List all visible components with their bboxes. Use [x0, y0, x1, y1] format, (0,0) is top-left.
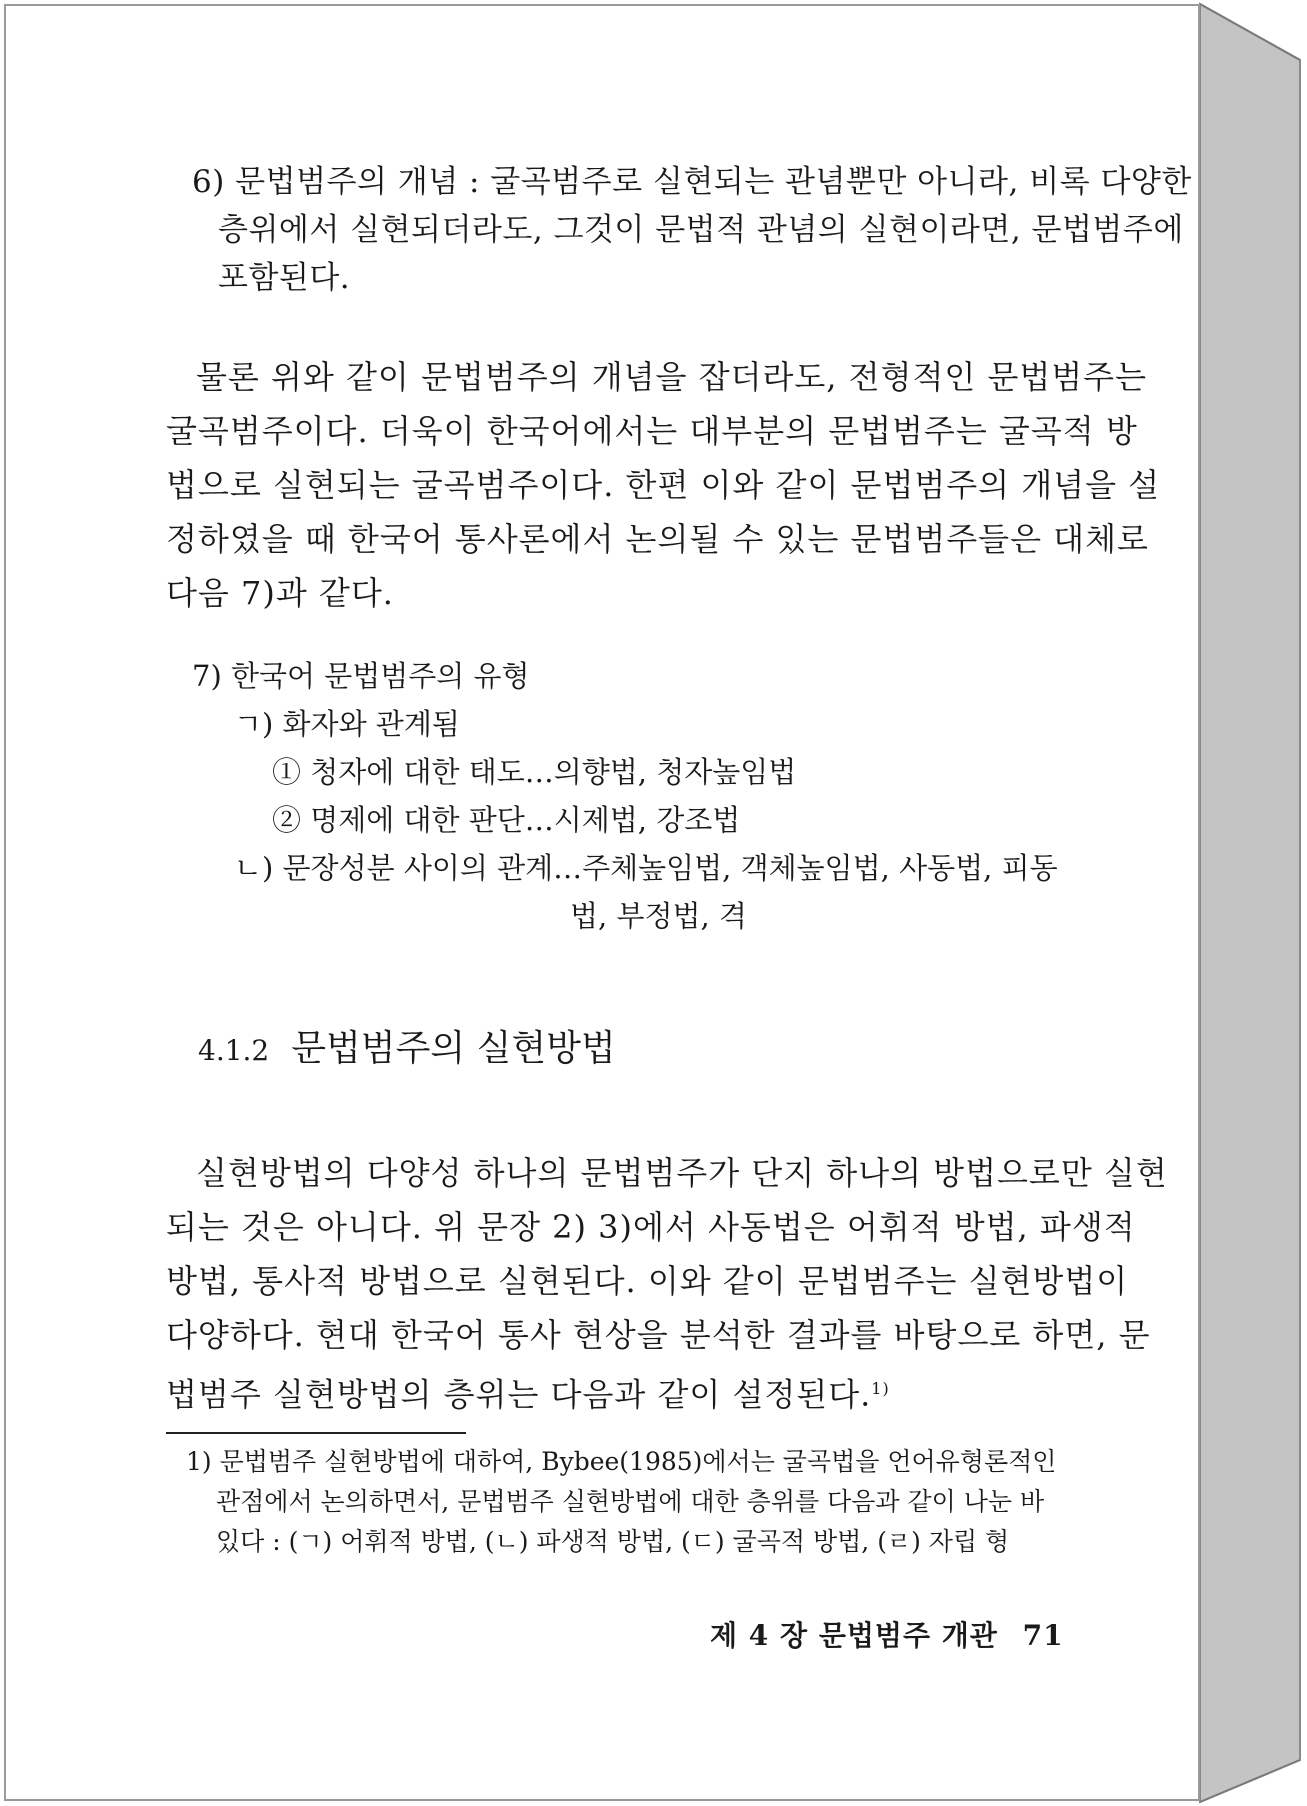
- footnote-line-2: 관점에서 논의하면서, 문법범주 실현방법에 대한 층위를 다음과 같이 나눈 바: [216, 1487, 1045, 1516]
- item-7-a: ㄱ) 화자와 관계됨: [234, 707, 460, 741]
- item-7-a2: ② 명제에 대한 판단…시제법, 강조법: [272, 803, 741, 837]
- paragraph-1-line-3: 법으로 실현되는 굴곡범주이다. 한편 이와 같이 문법범주의 개념을 설: [166, 466, 1161, 504]
- footnote-rule: [166, 1432, 466, 1434]
- item-7-b: ㄴ) 문장성분 사이의 관계…주체높임법, 객체높임법, 사동법, 피동: [234, 851, 1058, 885]
- paragraph-2-line-5-text: 법범주 실현방법의 층위는 다음과 같이 설정된다.: [166, 1375, 872, 1414]
- paragraph-1-line-5: 다음 7)과 같다.: [166, 574, 394, 612]
- section-title: 문법범주의 실현방법: [291, 1028, 616, 1069]
- item-7-b-cont: 법, 부정법, 격: [570, 899, 747, 933]
- paragraph-2: [166, 1146, 1168, 1422]
- section-number: 4.1.2: [198, 1034, 270, 1067]
- paragraph-2-line-1: 실현방법의 다양성 하나의 문법범주가 단지 하나의 방법으로만 실현: [196, 1154, 1168, 1192]
- item-6: [192, 158, 1192, 302]
- footnote-line-1: 1) 문법범주 실현방법에 대하여, Bybee(1985)에서는 굴곡법을 언어유형론적인: [186, 1447, 1057, 1476]
- paragraph-2-line-3: 방법, 통사적 방법으로 실현된다. 이와 같이 문법범주는 실현방법이: [166, 1262, 1129, 1300]
- chapter-title: 제 4 장 문법범주 개관: [710, 1619, 998, 1652]
- item-6-line-2: 층위에서 실현되더라도, 그것이 문법적 관념의 실현이라면, 문법범주에: [218, 212, 1184, 248]
- section-heading: [198, 1025, 616, 1075]
- footnote: [186, 1442, 1056, 1562]
- paragraph-2-line-4: 다양하다. 현대 한국어 통사 현상을 분석한 결과를 바탕으로 하면, 문: [166, 1316, 1151, 1354]
- item-7-title: 7) 한국어 문법범주의 유형: [192, 659, 530, 693]
- item-7-a1: ① 청자에 대한 태도…의향법, 청자높임법: [272, 755, 797, 789]
- item-6-line-3: 포함된다.: [218, 260, 351, 296]
- page-number: 71: [1022, 1619, 1064, 1652]
- paragraph-2-line-2: 되는 것은 아니다. 위 문장 2) 3)에서 사동법은 어휘적 방법, 파생적: [166, 1208, 1136, 1246]
- paragraph-1: [166, 350, 1160, 620]
- footnote-line-3: 있다 : (ㄱ) 어휘적 방법, (ㄴ) 파생적 방법, (ㄷ) 굴곡적 방법, (ㄹ) 자립 형: [216, 1527, 1010, 1556]
- page-folio: [710, 1616, 1064, 1656]
- paragraph-1-line-1: 물론 위와 같이 문법범주의 개념을 잡더라도, 전형적인 문법범주는: [196, 358, 1148, 396]
- footnote-ref: 1): [871, 1379, 890, 1398]
- paragraph-1-line-4: 정하였을 때 한국어 통사론에서 논의될 수 있는 문법범주들은 대체로: [166, 520, 1149, 558]
- item-6-line-1: 6) 문법범주의 개념 : 굴곡범주로 실현되는 관념뿐만 아니라, 비록 다양한: [192, 164, 1192, 200]
- item-7-list: [192, 652, 1058, 940]
- paragraph-2-line-5: [166, 1362, 1168, 1422]
- paragraph-1-line-2: 굴곡범주이다. 더욱이 한국어에서는 대부분의 문법범주는 굴곡적 방: [166, 412, 1138, 450]
